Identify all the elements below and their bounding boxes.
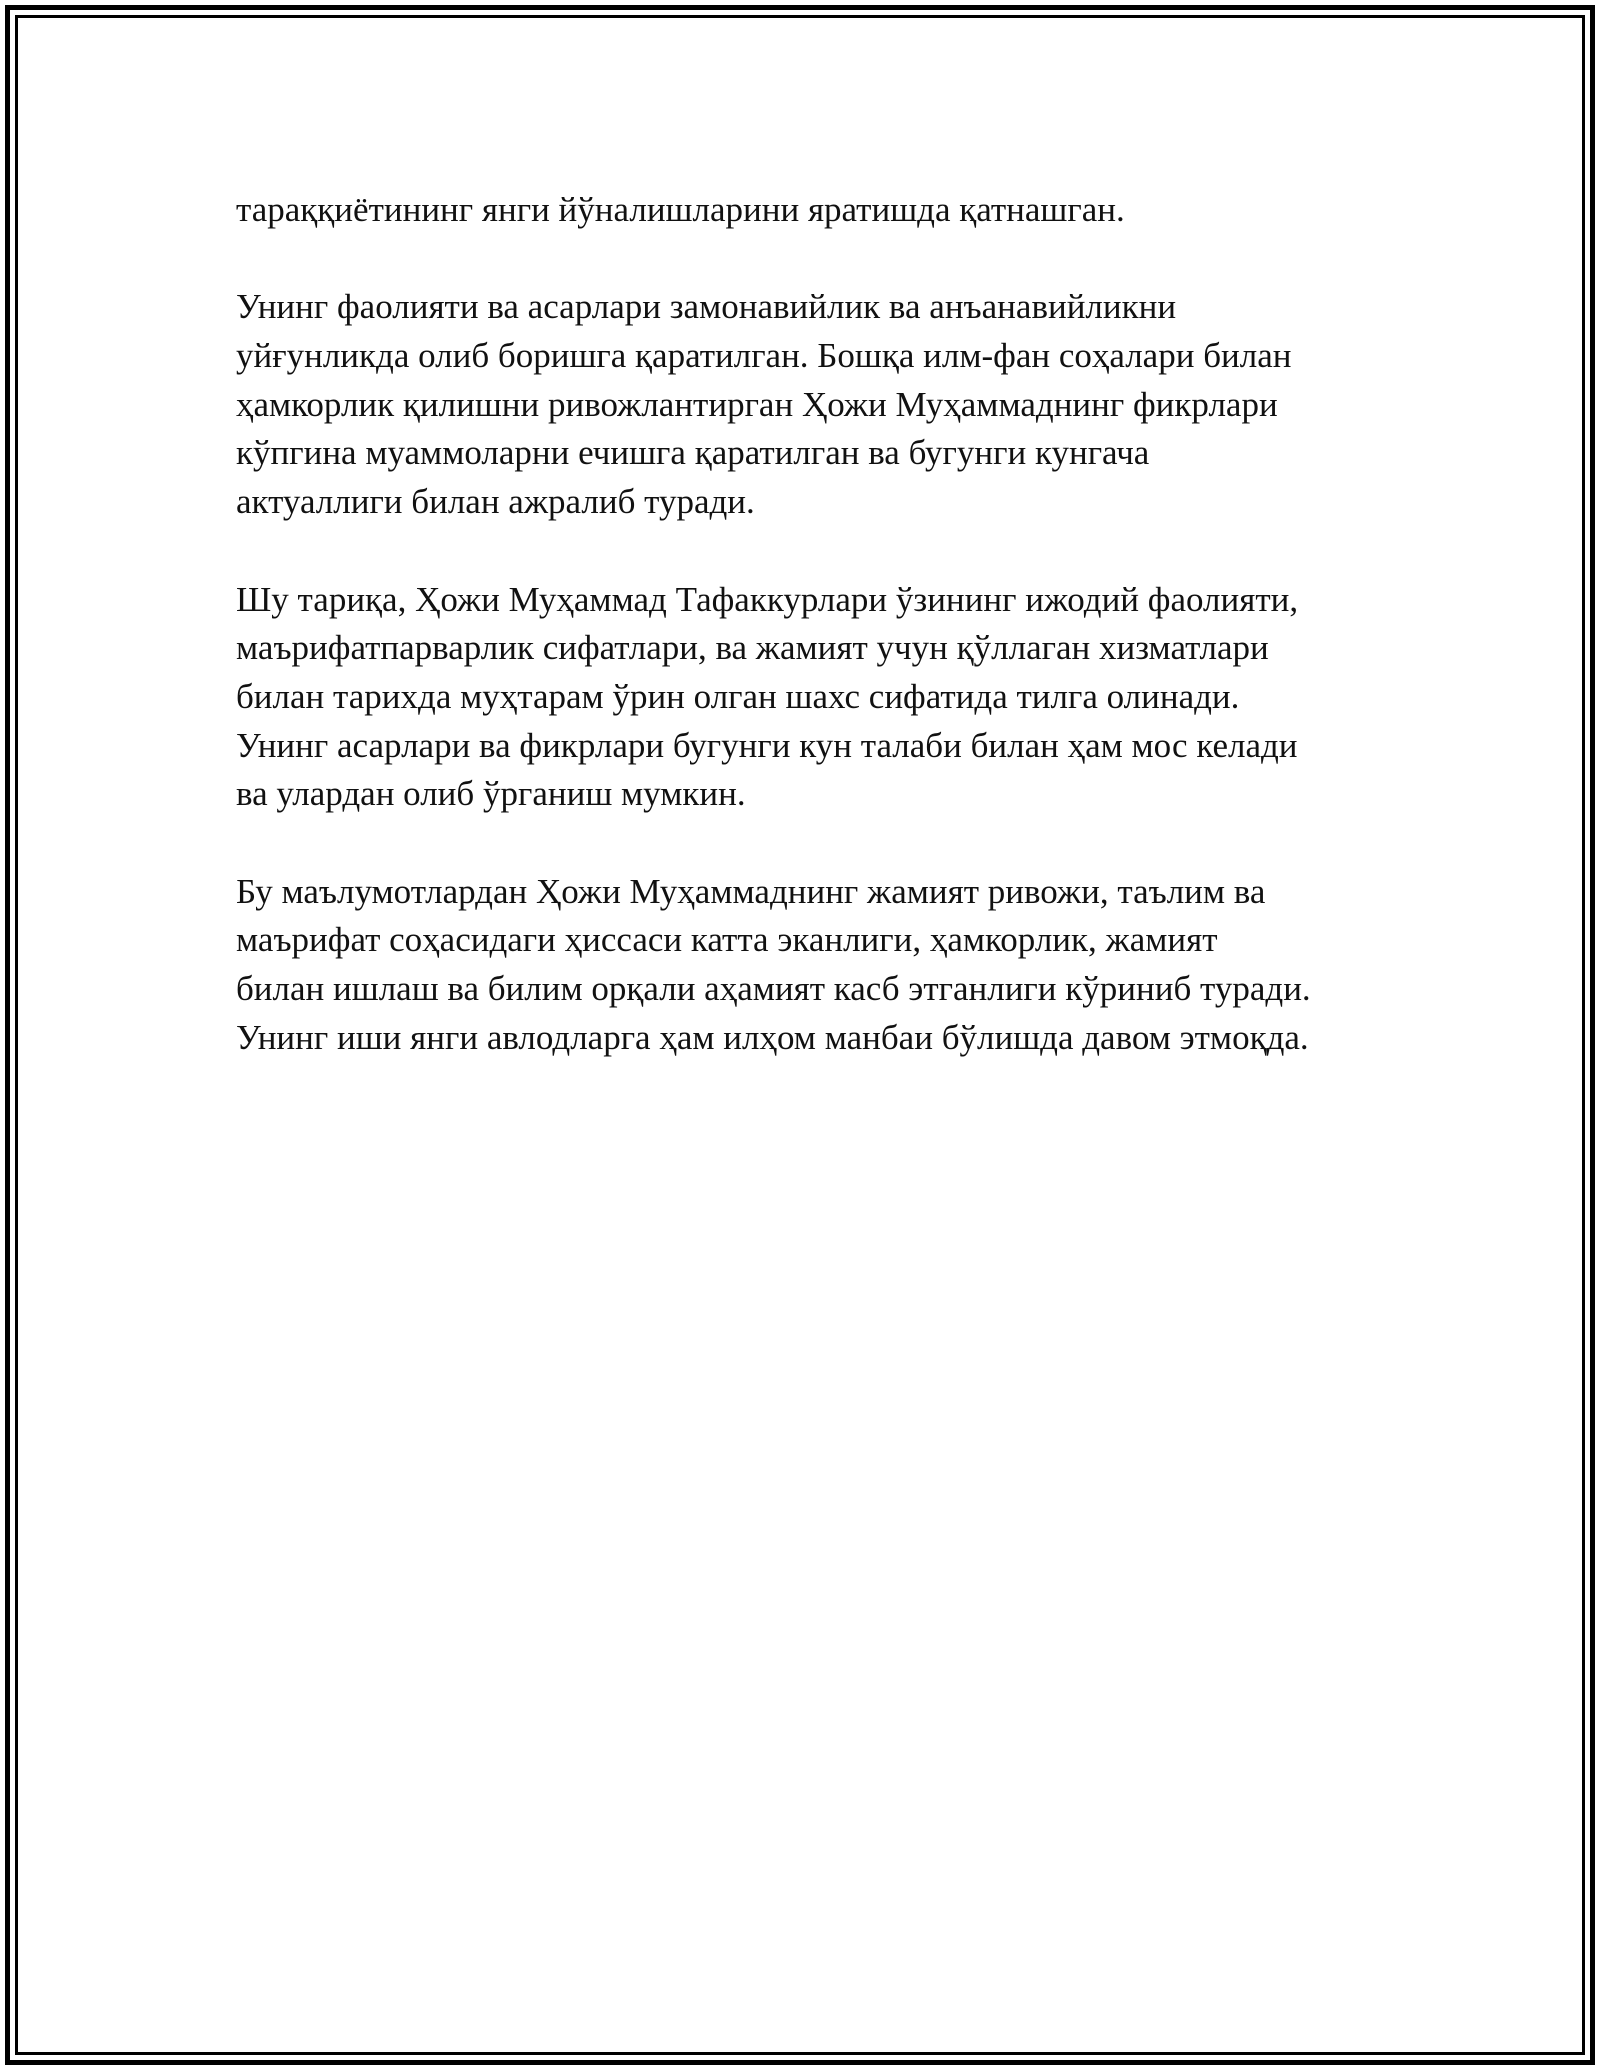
text-line: тараққиётининг янги йўналишларини яратишда қатнашган. [236, 190, 1125, 229]
text-line: маърифатпарварлик сифатлари, ва жамият учун қўллаган хизматлари [236, 628, 1269, 668]
text-line: уйғунликда олиб боришга қаратилган. Бошқа илм-фан соҳалари билан [236, 336, 1292, 376]
text-line: Унинг асарлари ва фикрлари бугунги кун талаби билан ҳам мос келади [236, 725, 1298, 765]
paragraph-4 [236, 868, 1386, 1063]
text-line: ва улардан олиб ўрганиш мумкин. [236, 774, 746, 814]
text-line: кўпгина муаммоларни ечишга қаратилган ва бугунги кунгача [236, 433, 1150, 473]
text-line: Шу тариқа, Ҳожи Муҳаммад Тафаккурлари ўзининг ижодий фаолияти, [236, 579, 1299, 619]
text-line: актуаллиги билан ажралиб туради. [236, 482, 755, 522]
paragraph-1 [236, 186, 1386, 235]
paragraph-2 [236, 283, 1386, 526]
text-line: Бу маълумотлардан Ҳожи Муҳаммаднинг жамият ривожи, таълим ва [236, 871, 1266, 911]
text-line: маърифат соҳасидаги ҳиссаси катта эканлиги, ҳамкорлик, жамият [236, 920, 1218, 960]
text-line: билан ишлаш ва билим орқали аҳамият касб этганлиги кўриниб туради. [236, 969, 1311, 1008]
text-line: билан тарихда муҳтарам ўрин олган шахс сифатида тилга олинади. [236, 676, 1240, 716]
text-line: Унинг фаолияти ва асарлари замонавийлик ва анъанавийликни [236, 287, 1177, 327]
text-line: ҳамкорлик қилишни ривожлантирган Ҳожи Муҳаммаднинг фикрлари [236, 384, 1278, 424]
document-body [236, 186, 1386, 1111]
text-line: Унинг иши янги авлодларга ҳам илҳом манбаи бўлишда давом этмоқда. [236, 1017, 1309, 1057]
paragraph-3 [236, 576, 1386, 819]
